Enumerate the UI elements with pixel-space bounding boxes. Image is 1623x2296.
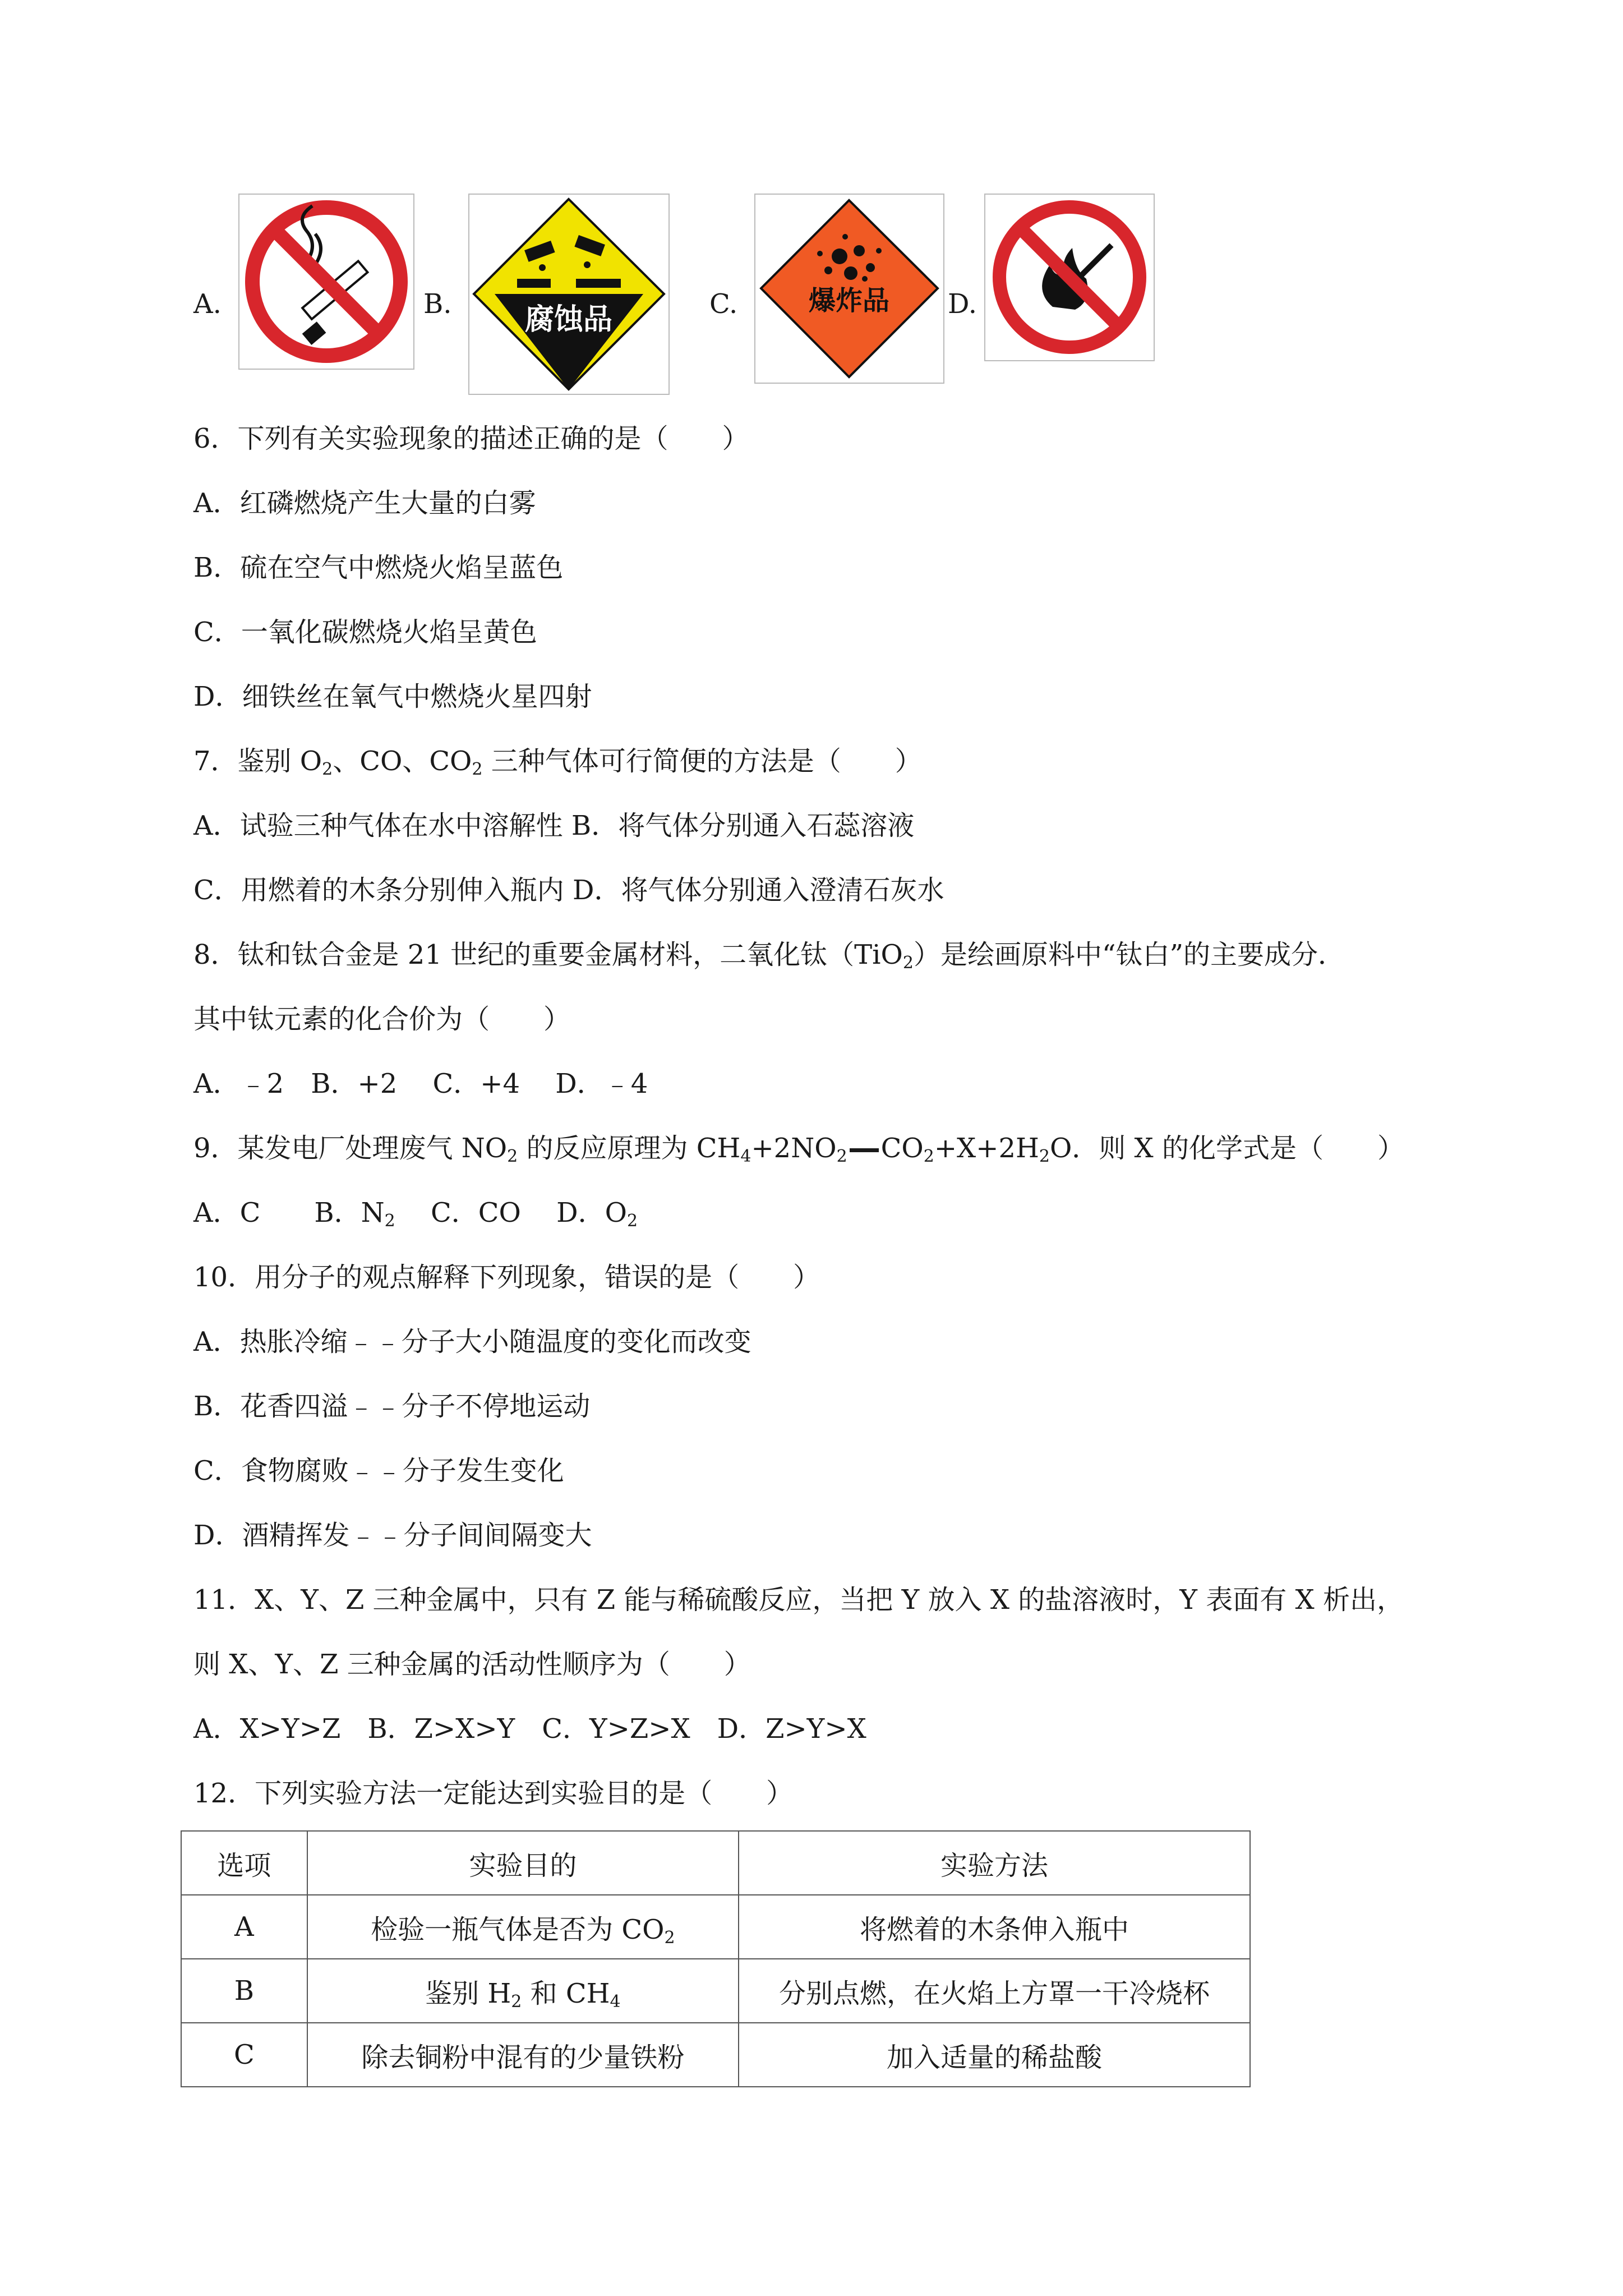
- question-11-stem-line-2: 则 X、Y、Z 三种金属的活动性顺序为（ ）: [193, 1649, 751, 1680]
- row-method: 将燃着的木条伸入瓶中: [739, 1895, 1250, 1959]
- question-11-stem: 11．X、Y、Z 三种金属中，只有 Z 能与稀硫酸反应，当把 Y 放入 X 的盐溶液时，Y 表面有 X 析出，: [193, 1584, 1404, 1616]
- question-8-options: A．﹣2 B．+2 C．+4 D．﹣4: [193, 1068, 648, 1099]
- question-9-stem: 9．某发电厂处理废气 $NO_2$ 的反应原理为 $CH_4+2NO_2$ $CO_2+X+2H_2O$．则 X 的化学式是（ ）: [193, 1133, 1404, 1166]
- question-11-options: A．X>Y>Z B．Z>X>Y C．Y>Z>X D．Z>Y>X: [193, 1713, 866, 1745]
- question-10-option-a: A．热胀冷缩﹣﹣分子大小随温度的变化而改变: [193, 1326, 751, 1358]
- table-header-row: [181, 1831, 1250, 1895]
- row-option: C: [181, 2023, 307, 2087]
- question-10-option-b: B．花香四溢﹣﹣分子不停地运动: [193, 1391, 591, 1422]
- table-row: [181, 1959, 1250, 2023]
- no-smoking-sign: [238, 194, 414, 370]
- header-goal: 实验目的: [307, 1831, 739, 1895]
- header-method: 实验方法: [739, 1831, 1250, 1895]
- row-option: A: [181, 1895, 307, 1959]
- row-method: 加入适量的稀盐酸: [739, 2023, 1250, 2087]
- explosive-sign: [754, 194, 944, 384]
- question-8-stem-line-2: 其中钛元素的化合价为（ ）: [193, 1004, 571, 1035]
- question-6-option-d: D．细铁丝在氧气中燃烧火星四射: [193, 681, 592, 712]
- question-6-option-b: B．硫在空气中燃烧火焰呈蓝色: [193, 552, 564, 583]
- explosive-label: 爆炸品: [808, 285, 890, 316]
- row-option: B: [181, 1959, 307, 2023]
- question-12-stem: 12．下列实验方法一定能达到实验目的是（ ）: [193, 1778, 794, 1809]
- option-a-label: A.: [193, 288, 222, 320]
- corrosive-label: 腐蚀品: [524, 303, 613, 337]
- row-goal: 除去铜粉中混有的少量铁粉: [307, 2023, 739, 2087]
- question-10-stem: 10．用分子的观点解释下列现象，错误的是（ ）: [193, 1262, 820, 1293]
- question-7-options-line-2: C．用燃着的木条分别伸入瓶内 D．将气体分别通入澄清石灰水: [193, 875, 944, 906]
- table-row: [181, 1895, 1250, 1959]
- option-b-label: B.: [423, 288, 452, 320]
- corrosive-sign: [468, 194, 670, 395]
- row-goal: 鉴别 $H_2$ 和 $CH_4$: [307, 1959, 739, 2023]
- question-6-option-c: C．一氧化碳燃烧火焰呈黄色: [193, 616, 537, 648]
- question-9-options: A．C B．$N_2$ C．CO D．$O_2$: [193, 1197, 638, 1231]
- table-row: [181, 2023, 1250, 2087]
- experiment-table: [181, 1830, 1251, 2087]
- header-option: 选项: [181, 1831, 307, 1895]
- question-8-stem: 8．钛和钛合金是 21 世纪的重要金属材料，二氧化钛（TiO$_2$）是绘画原料中“钛白”的主要成分．: [193, 939, 1345, 973]
- option-d-label: D.: [948, 288, 978, 320]
- question-10-option-d: D．酒精挥发﹣﹣分子间间隔变大: [193, 1520, 592, 1551]
- no-open-flame-icon: [985, 195, 1154, 360]
- question-7-options-line-1: A．试验三种气体在水中溶解性 B．将气体分别通入石蕊溶液: [193, 810, 915, 841]
- equals-sign: [850, 1148, 879, 1152]
- row-goal: 检验一瓶气体是否为 $CO_2$: [307, 1895, 739, 1959]
- question-10-option-c: C．食物腐败﹣﹣分子发生变化: [193, 1455, 564, 1487]
- option-c-label: C.: [709, 288, 738, 320]
- question-6-stem: 6．下列有关实验现象的描述正确的是（ ）: [193, 423, 749, 454]
- question-7-stem: 7．鉴别 $O_2$、CO、$CO_2$ 三种气体可行简便的方法是（ ）: [193, 746, 922, 779]
- no-open-flame-sign: [984, 194, 1155, 361]
- corrosive-icon: [469, 195, 668, 394]
- explosive-icon: [755, 195, 943, 383]
- row-method: 分别点燃，在火焰上方罩一干冷烧杯: [739, 1959, 1250, 2023]
- question-6-option-a: A．红磷燃烧产生大量的白雾: [193, 487, 536, 519]
- no-smoking-icon: [239, 195, 413, 369]
